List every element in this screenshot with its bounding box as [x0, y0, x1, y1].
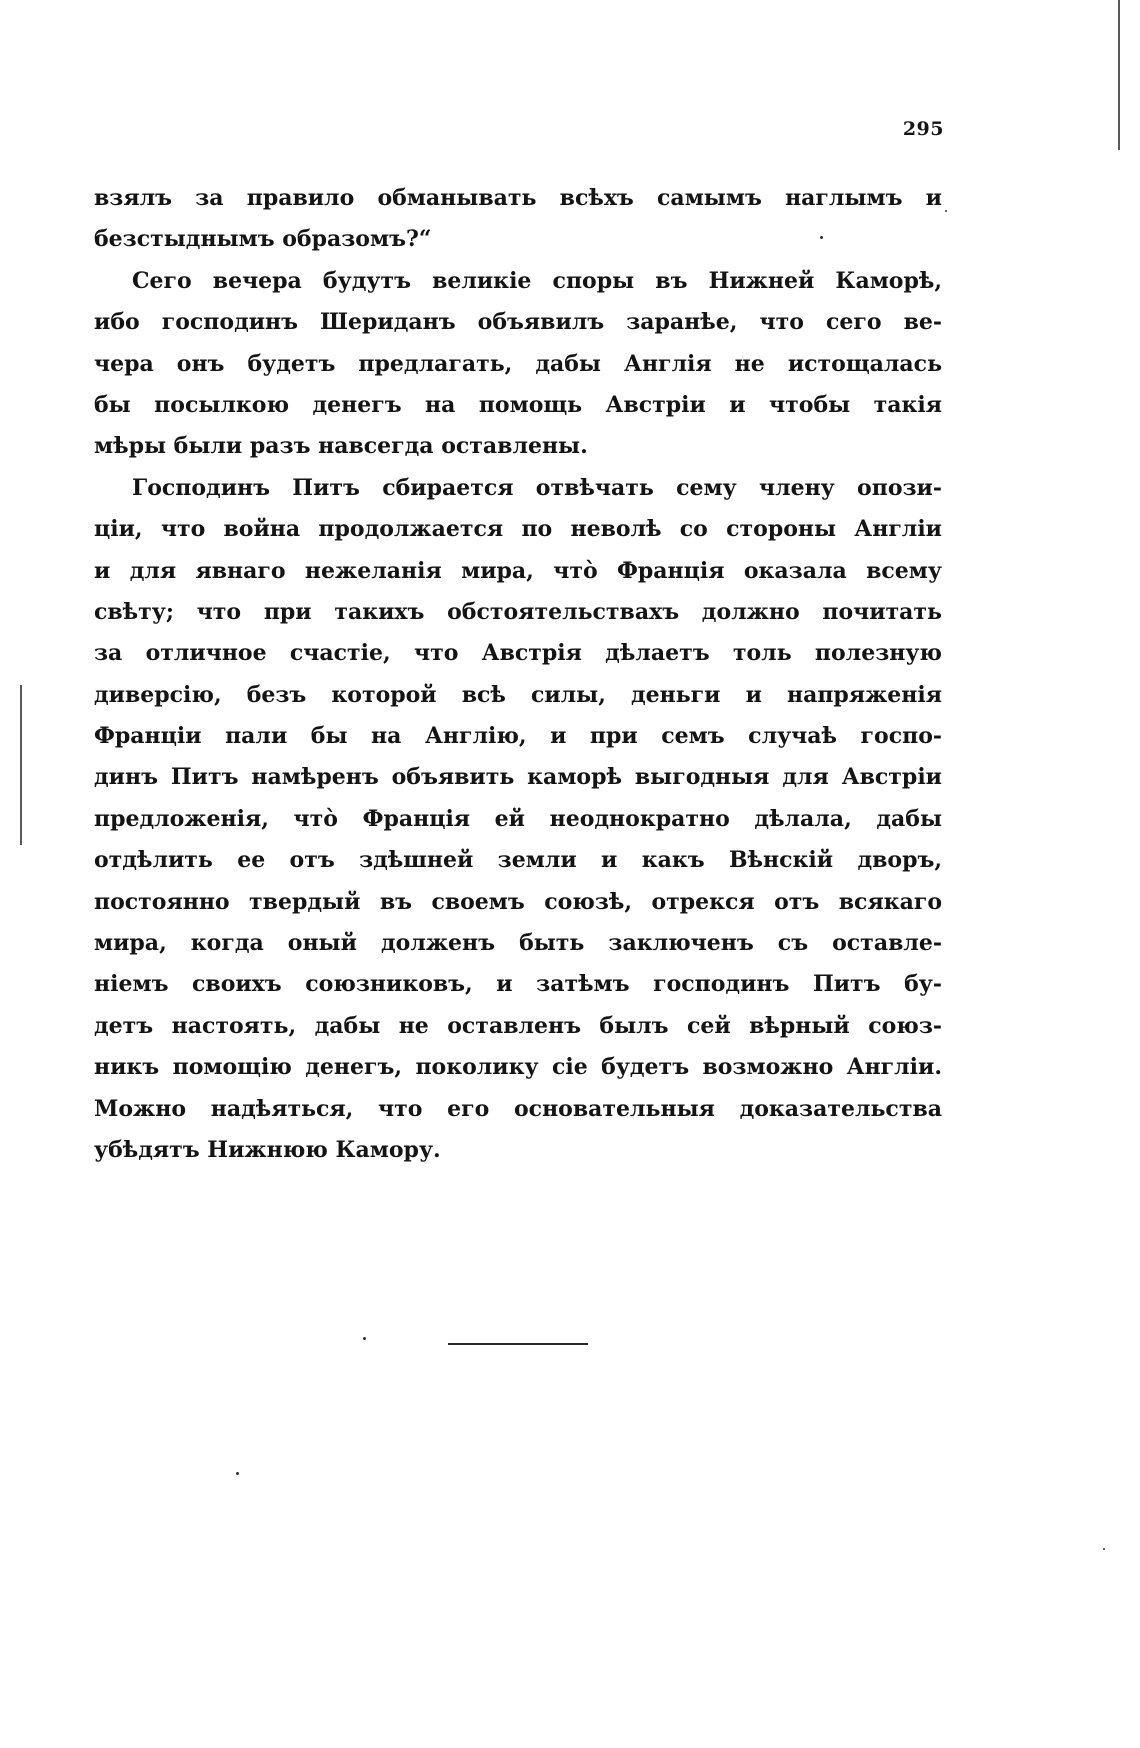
text-line: взялъ за правило обманывать всѣхъ самымъ наглымъ и — [94, 185, 942, 211]
text-line: динъ Питъ намѣренъ объявить каморѣ выгодныя для Австріи — [94, 764, 942, 791]
text-line: за отличное счастіе, что Австрія дѣлаетъ толь полезную — [94, 640, 942, 667]
scan-edge-mark — [1118, 0, 1120, 150]
text-line: Можно надѣяться, что его основательныя доказательства — [94, 1095, 942, 1122]
page-number: 295 — [902, 118, 944, 140]
scan-speck — [820, 236, 823, 239]
text-line: Франціи пали бы на Англію, и при семъ случаѣ госпо- — [94, 723, 942, 750]
text-line: постоянно твердый въ своемъ союзѣ, отрекся отъ всякаго — [94, 888, 942, 915]
text-line: детъ настоять, дабы не оставленъ былъ сей вѣрный союз- — [94, 1012, 942, 1039]
section-divider — [448, 1343, 588, 1345]
scan-edge-mark — [20, 685, 22, 845]
text-line: отдѣлить ее отъ здѣшней земли и какъ Вѣнскій дворъ, — [94, 847, 942, 874]
body-text — [94, 178, 942, 1171]
scan-speck — [363, 1337, 366, 1340]
text-line: Господинъ Питъ сбирается отвѣчать сему члену опози- — [132, 474, 942, 501]
text-line: и для явнаго нежеланія мира, что̀ Франція оказала всему — [94, 557, 942, 584]
text-line: диверсію, безъ которой всѣ силы, деньги и напряженія — [94, 681, 942, 708]
text-line: мира, когда оный долженъ быть заключенъ съ оставле- — [94, 930, 942, 957]
text-line: бы посылкою денегъ на помощь Австріи и чтобы такія — [94, 391, 942, 418]
text-line: ибо господинъ Шериданъ объявилъ заранѣе, что сего ве- — [94, 309, 942, 336]
text-line: ціи, что война продолжается по неволѣ со стороны Англіи — [94, 516, 942, 543]
text-line: Сего вечера будутъ великіе споры въ Нижней Каморѣ, — [132, 267, 942, 294]
scan-speck — [236, 1472, 239, 1475]
text-line: мѣры были разъ навсегда оставлены. — [94, 433, 588, 460]
text-line: никъ помощію денегъ, поколику сіе будетъ возможно Англіи. — [94, 1054, 942, 1081]
text-line: свѣту; что при такихъ обстоятельствахъ должно почитать — [94, 598, 942, 625]
text-line: ніемъ своихъ союзниковъ, и затѣмъ господинъ Питъ бу- — [94, 971, 942, 998]
text-line: предложенія, что̀ Франція ей неоднократно дѣлала, дабы — [94, 805, 942, 832]
text-line: безстыднымъ образомъ?“ — [94, 226, 432, 253]
scan-speck — [945, 210, 947, 212]
text-line: убѣдятъ Нижнюю Камору. — [94, 1136, 441, 1163]
scan-speck — [1103, 1548, 1105, 1550]
text-line: чера онъ будетъ предлагать, дабы Англія не истощалась — [94, 350, 942, 377]
